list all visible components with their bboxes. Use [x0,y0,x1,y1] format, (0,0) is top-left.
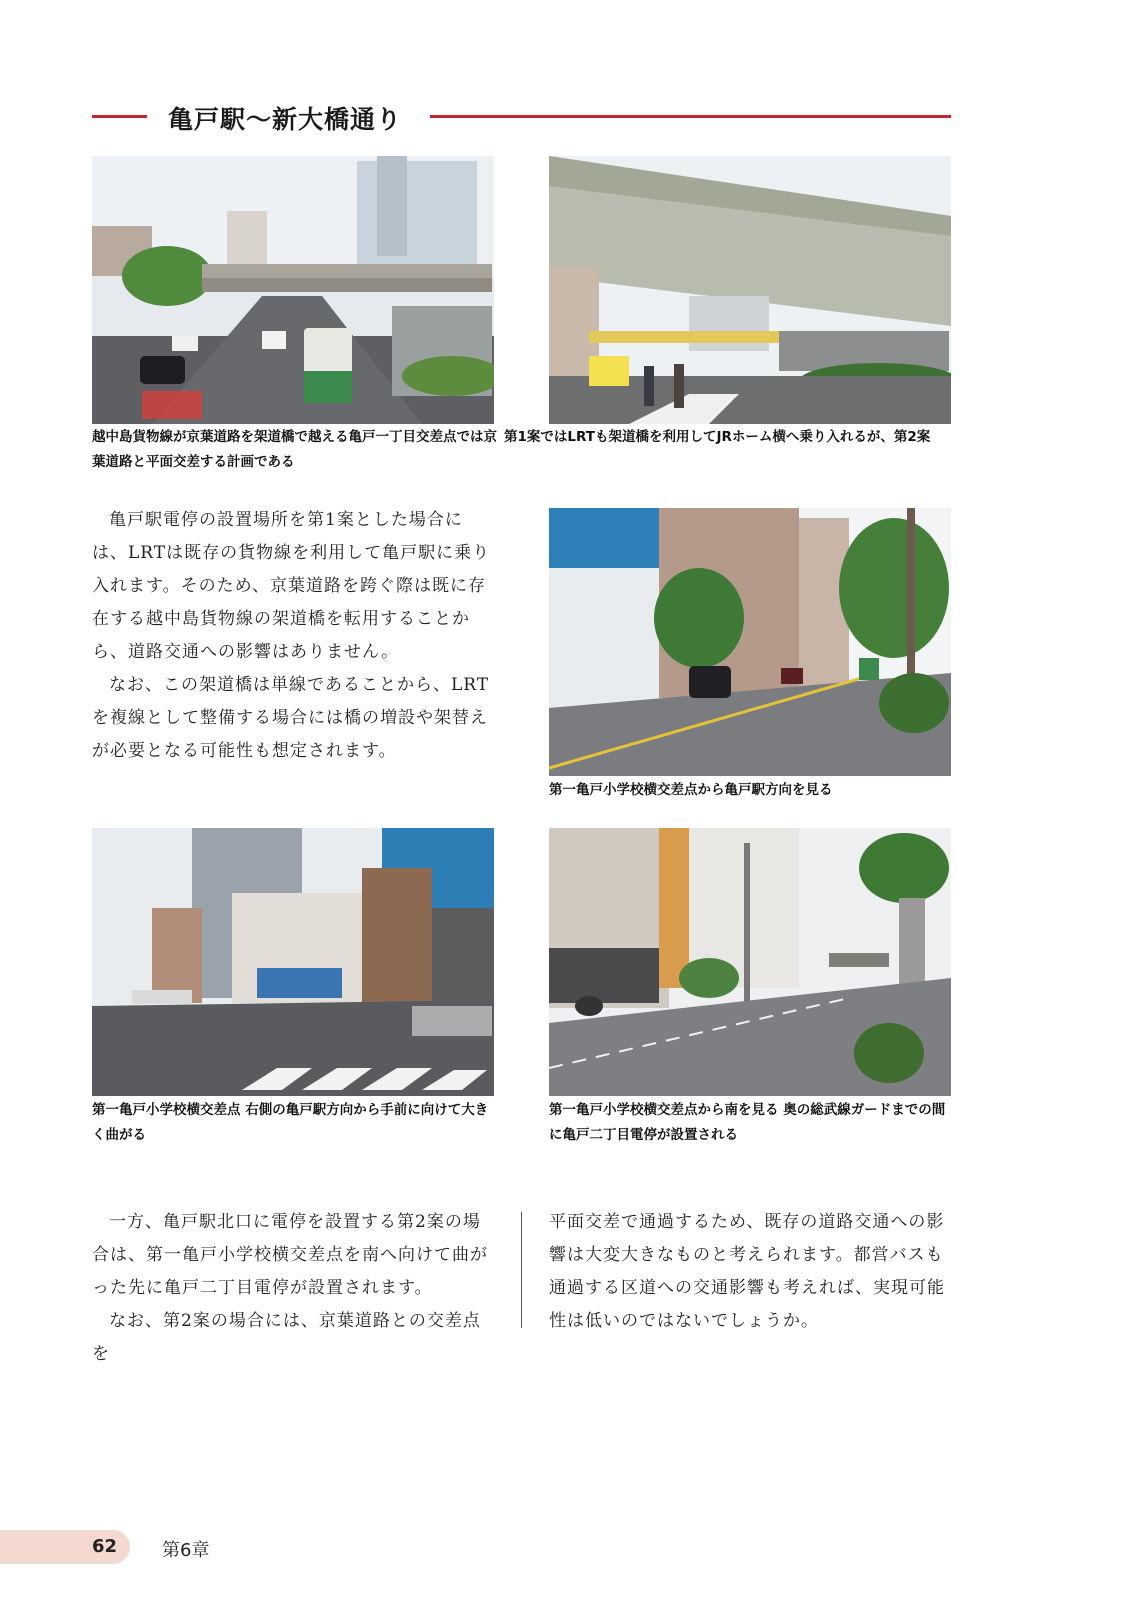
paragraph: なお、第2案の場合には、京葉道路との交差点を [92,1311,481,1364]
caption-photo1: 越中島貨物線が京葉道路を架道橋で越える亀戸一丁目交差点では京葉道路と平面交差する計画である [92,429,497,470]
body-text-upper [92,504,497,768]
title-rule-right [430,115,951,118]
photo-elevated-viaduct [549,156,951,424]
photo-freight-bridge [92,156,494,424]
photo-intersection [92,828,494,1096]
column-divider [521,1212,522,1328]
page-number: 62 [92,1536,118,1557]
caption-photo3: 第一亀戸小学校横交差点から亀戸駅方向を見る [549,782,833,798]
chapter-label: 第6章 [162,1540,210,1561]
paragraph: なお、この架道橋は単線であることから、LRTを複線として整備する場合には橋の増設や架替えが必要となる可能性も想定されます。 [92,675,490,761]
photo-looking-south [549,828,951,1096]
paragraph: 一方、亀戸駅北口に電停を設置する第2案の場合は、第一亀戸小学校横交差点を南へ向けて曲がった先に亀戸二丁目電停が設置されます。 [92,1212,488,1298]
caption-photo4: 第一亀戸小学校横交差点 右側の亀戸駅方向から手前に向けて大きく曲がる [92,1102,489,1143]
paragraph: 平面交差で通過するため、既存の道路交通への影響は大変大きなものと考えられます。都営バスも通過する区道への交通影響も考えれば、実現可能性は低いのではないでしょうか。 [549,1212,945,1331]
title-rule-left [92,115,147,118]
caption-photo5: 第一亀戸小学校横交差点から南を見る 奥の総武線ガードまでの間に亀戸二丁目電停が設置される [549,1102,946,1143]
body-text-lower-left [92,1206,497,1371]
section-title: 亀戸駅〜新大橋通り [168,105,403,134]
photo-street-to-station [549,508,951,776]
caption-photo2: 第1案ではLRTも架道橋を利用してJRホーム横へ乗り入れるが、第2案 [504,429,931,445]
body-text-lower-right [549,1206,954,1338]
paragraph: 亀戸駅電停の設置場所を第1案とした場合には、LRTは既存の貨物線を利用して亀戸駅に乗り入れます。そのため、京葉道路を跨ぐ際は既に存在する越中島貨物線の架道橋を転用することから、道路交通への影響はありません。 [92,510,491,662]
